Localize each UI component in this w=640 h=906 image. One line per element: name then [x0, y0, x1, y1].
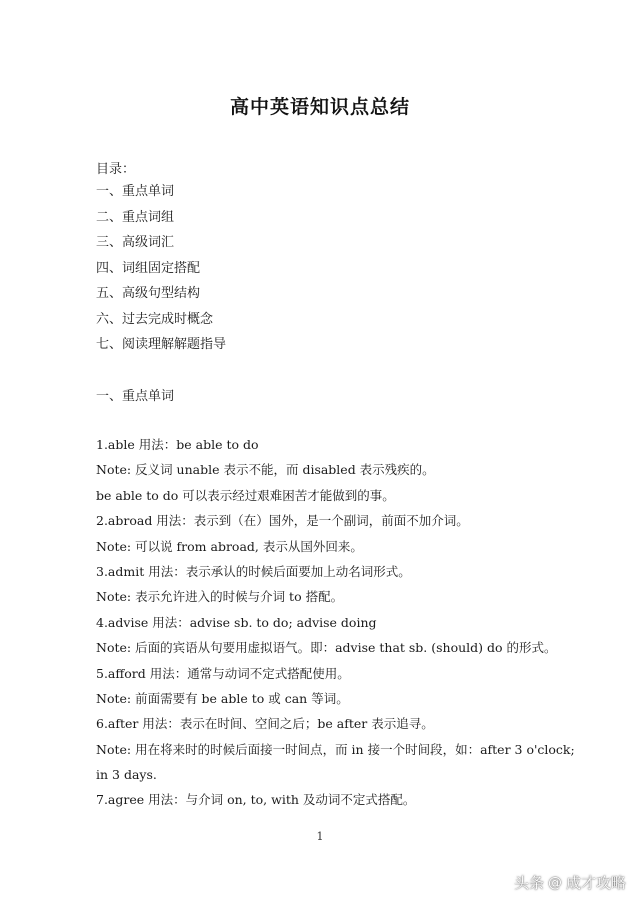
toc-item: 四、词组固定搭配	[96, 260, 201, 276]
toc-item: 五、高级句型结构	[96, 286, 201, 301]
body-line: 7.agree 用法：与介词 on, to, with 及动词不定式搭配。	[96, 792, 416, 808]
body-line: 6.after 用法：表示在时间、空间之后；be after 表示追寻。	[96, 716, 434, 732]
body-line: Note: 反义词 unable 表示不能，而 disabled 表示残疾的。	[96, 462, 435, 478]
body-line: 3.admit 用法：表示承认的时候后面要加上动名词形式。	[96, 563, 411, 579]
page-number: 1	[316, 830, 324, 843]
body-line: 5.afford 用法：通常与动词不定式搭配使用。	[96, 665, 350, 681]
section-body	[96, 436, 575, 817]
body-line: Note: 表示允许进入的时候与介词 to 搭配。	[96, 589, 344, 605]
watermark-account: 成才攻略	[565, 874, 626, 892]
watermark	[514, 872, 626, 893]
body-line: 1.able 用法：be able to do	[96, 437, 259, 452]
toc-heading: 目录：	[96, 162, 136, 177]
toc-item: 一、重点单词	[96, 184, 175, 199]
body-line: Note: 前面需要有 be able to 或 can 等词。	[96, 690, 349, 706]
toc-item: 七、阅读理解解题指导	[96, 337, 227, 352]
body-line: 2.abroad 用法：表示到（在）国外，是一个副词，前面不加介词。	[96, 513, 469, 529]
section-heading: 一、重点单词	[96, 389, 175, 404]
watermark-at-sign: @	[547, 874, 562, 891]
body-line: Note: 用在将来时的时候后面接一时间点，而 in 接一个时间段，如：after 3 o'clock;	[96, 741, 575, 757]
toc-item: 二、重点词组	[96, 209, 175, 225]
toc-item: 三、高级词汇	[96, 235, 175, 250]
toc-item: 六、过去完成时概念	[96, 311, 214, 327]
document-title: 高中英语知识点总结	[229, 96, 410, 118]
body-line: 4.advise 用法：advise sb. to do; advise doing	[96, 614, 377, 630]
watermark-prefix: 头条	[513, 874, 544, 892]
body-line: Note: 后面的宾语从句要用虚拟语气。即：advise that sb. (should) do 的形式。	[96, 640, 557, 656]
body-line: in 3 days.	[96, 767, 157, 783]
body-line: be able to do 可以表示经过艰难困苦才能做到的事。	[96, 487, 395, 503]
table-of-contents	[96, 183, 226, 362]
body-line: Note: 可以说 from abroad, 表示从国外回来。	[96, 538, 363, 554]
